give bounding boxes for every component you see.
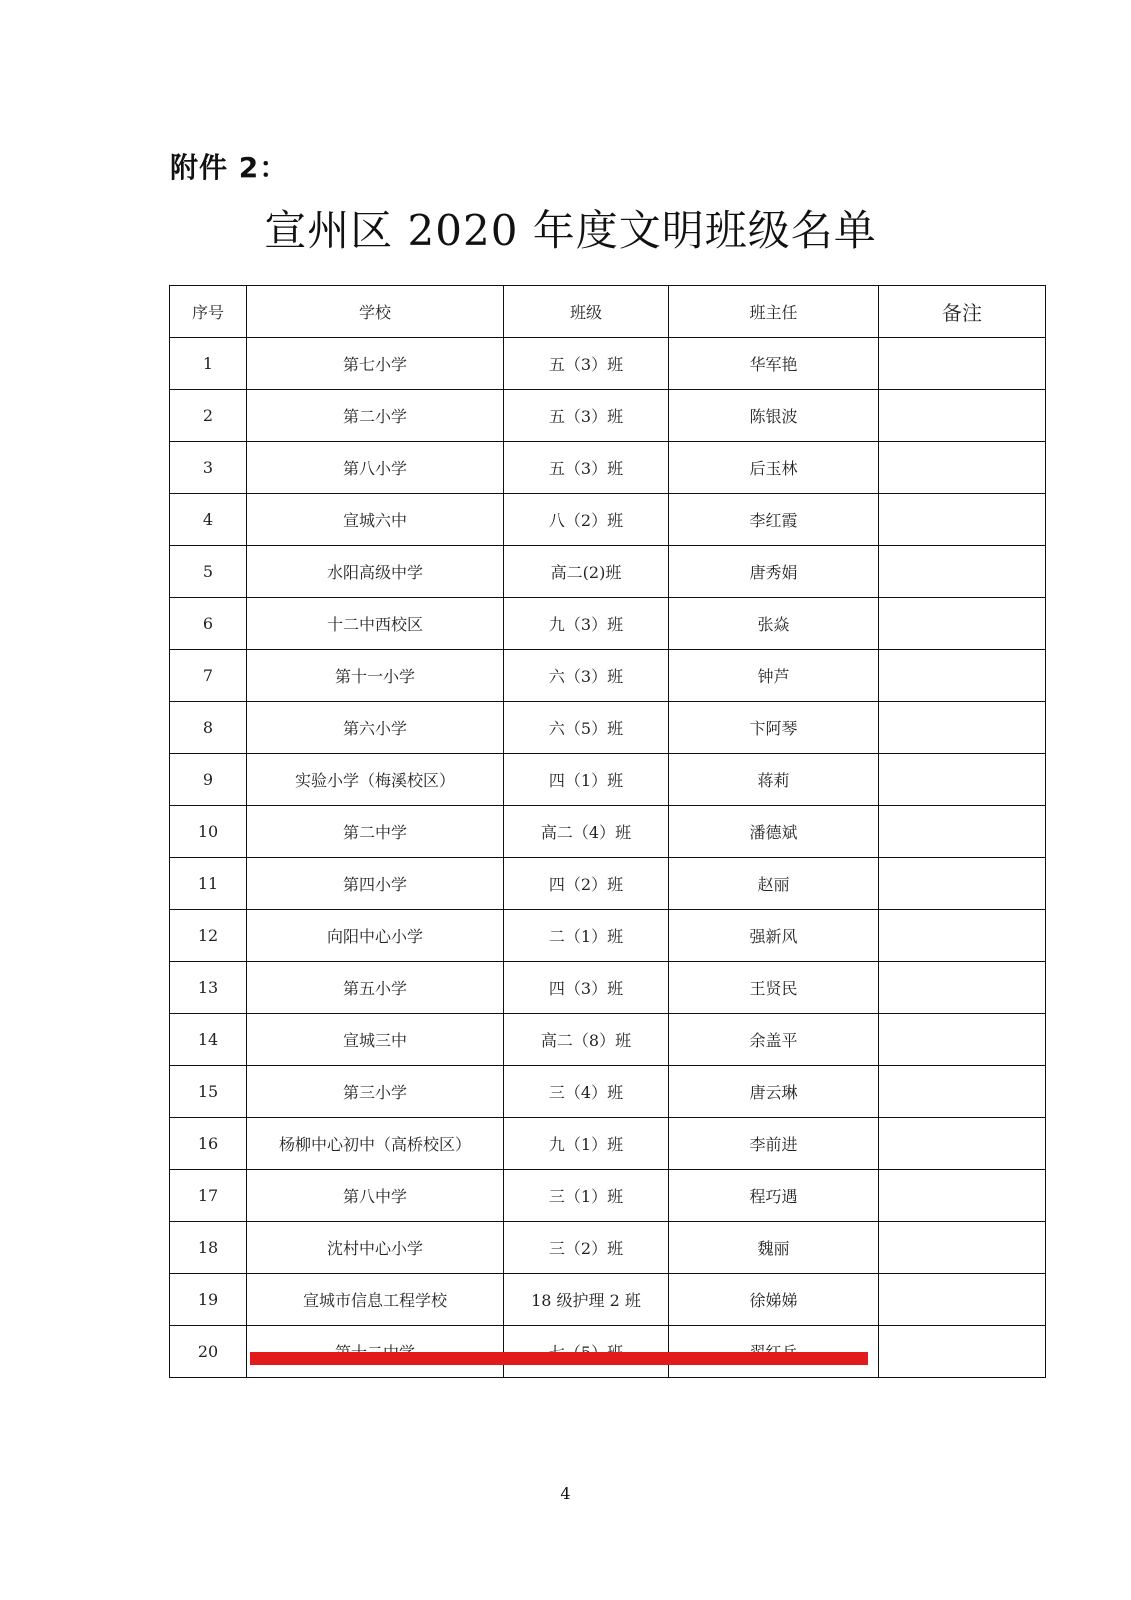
row-number: 17 bbox=[170, 1170, 247, 1222]
class-cell: 九（1）班 bbox=[504, 1118, 669, 1170]
teacher-cell: 徐娣娣 bbox=[669, 1274, 879, 1326]
remark-cell bbox=[879, 1274, 1046, 1326]
row-number: 7 bbox=[170, 650, 247, 702]
teacher-cell: 华军艳 bbox=[669, 338, 879, 390]
row-number: 3 bbox=[170, 442, 247, 494]
row-number: 8 bbox=[170, 702, 247, 754]
column-header-school: 学校 bbox=[247, 286, 504, 338]
table-row bbox=[170, 546, 1046, 598]
class-cell: 三（4）班 bbox=[504, 1066, 669, 1118]
column-header-no: 序号 bbox=[170, 286, 247, 338]
school-cell: 实验小学（梅溪校区） bbox=[247, 754, 504, 806]
class-cell: 高二（4）班 bbox=[504, 806, 669, 858]
teacher-cell: 赵丽 bbox=[669, 858, 879, 910]
class-cell: 高二（8）班 bbox=[504, 1014, 669, 1066]
row-number: 16 bbox=[170, 1118, 247, 1170]
class-cell: 三（2）班 bbox=[504, 1222, 669, 1274]
remark-cell bbox=[879, 702, 1046, 754]
row-number: 14 bbox=[170, 1014, 247, 1066]
class-cell: 四（2）班 bbox=[504, 858, 669, 910]
row-number: 9 bbox=[170, 754, 247, 806]
remark-cell bbox=[879, 1222, 1046, 1274]
table-row bbox=[170, 754, 1046, 806]
remark-cell bbox=[879, 1326, 1046, 1378]
red-highlight-line bbox=[250, 1352, 868, 1365]
row-number: 13 bbox=[170, 962, 247, 1014]
row-number: 11 bbox=[170, 858, 247, 910]
remark-cell bbox=[879, 1014, 1046, 1066]
school-cell: 第十一小学 bbox=[247, 650, 504, 702]
table-row bbox=[170, 1170, 1046, 1222]
remark-cell bbox=[879, 650, 1046, 702]
remark-cell bbox=[879, 546, 1046, 598]
class-cell: 八（2）班 bbox=[504, 494, 669, 546]
remark-cell bbox=[879, 494, 1046, 546]
class-cell: 五（3）班 bbox=[504, 442, 669, 494]
table-row bbox=[170, 1118, 1046, 1170]
class-cell: 九（3）班 bbox=[504, 598, 669, 650]
school-cell: 第四小学 bbox=[247, 858, 504, 910]
teacher-cell: 卞阿琴 bbox=[669, 702, 879, 754]
table-row bbox=[170, 962, 1046, 1014]
class-cell: 二（1）班 bbox=[504, 910, 669, 962]
page-number: 4 bbox=[560, 1484, 571, 1503]
school-cell: 沈村中心小学 bbox=[247, 1222, 504, 1274]
row-number: 18 bbox=[170, 1222, 247, 1274]
table-row bbox=[170, 1066, 1046, 1118]
column-header-remark: 备注 bbox=[879, 286, 1046, 338]
table-row bbox=[170, 1274, 1046, 1326]
school-cell: 第七小学 bbox=[247, 338, 504, 390]
school-cell: 水阳高级中学 bbox=[247, 546, 504, 598]
table-row bbox=[170, 910, 1046, 962]
table-row bbox=[170, 1014, 1046, 1066]
teacher-cell: 强新风 bbox=[669, 910, 879, 962]
teacher-cell: 张焱 bbox=[669, 598, 879, 650]
remark-cell bbox=[879, 338, 1046, 390]
school-cell: 第二中学 bbox=[247, 806, 504, 858]
teacher-cell: 蒋莉 bbox=[669, 754, 879, 806]
document-title: 宣州区 2020 年度文明班级名单 bbox=[264, 206, 877, 255]
row-number: 1 bbox=[170, 338, 247, 390]
remark-cell bbox=[879, 962, 1046, 1014]
table-row bbox=[170, 494, 1046, 546]
school-cell: 宣城六中 bbox=[247, 494, 504, 546]
remark-cell bbox=[879, 910, 1046, 962]
teacher-cell: 李前进 bbox=[669, 1118, 879, 1170]
row-number: 19 bbox=[170, 1274, 247, 1326]
civilized-class-table bbox=[169, 285, 1046, 1378]
teacher-cell: 唐云琳 bbox=[669, 1066, 879, 1118]
row-number: 20 bbox=[170, 1326, 247, 1378]
school-cell: 第三小学 bbox=[247, 1066, 504, 1118]
class-cell: 高二(2)班 bbox=[504, 546, 669, 598]
class-cell: 六（3）班 bbox=[504, 650, 669, 702]
table-header-row bbox=[170, 286, 1046, 338]
class-cell: 四（3）班 bbox=[504, 962, 669, 1014]
teacher-cell: 程巧遇 bbox=[669, 1170, 879, 1222]
table-row bbox=[170, 1222, 1046, 1274]
row-number: 4 bbox=[170, 494, 247, 546]
table-row bbox=[170, 338, 1046, 390]
remark-cell bbox=[879, 754, 1046, 806]
school-cell: 十二中西校区 bbox=[247, 598, 504, 650]
attachment-label: 附件 2： bbox=[170, 151, 289, 184]
remark-cell bbox=[879, 1118, 1046, 1170]
class-cell: 三（1）班 bbox=[504, 1170, 669, 1222]
class-cell: 六（5）班 bbox=[504, 702, 669, 754]
remark-cell bbox=[879, 390, 1046, 442]
teacher-cell: 余盖平 bbox=[669, 1014, 879, 1066]
class-cell: 18 级护理 2 班 bbox=[504, 1274, 669, 1326]
school-cell: 宣城三中 bbox=[247, 1014, 504, 1066]
school-cell: 第六小学 bbox=[247, 702, 504, 754]
remark-cell bbox=[879, 598, 1046, 650]
column-header-class: 班级 bbox=[504, 286, 669, 338]
school-cell: 第二小学 bbox=[247, 390, 504, 442]
school-cell: 第八小学 bbox=[247, 442, 504, 494]
remark-cell bbox=[879, 1066, 1046, 1118]
teacher-cell: 魏丽 bbox=[669, 1222, 879, 1274]
teacher-cell: 李红霞 bbox=[669, 494, 879, 546]
school-cell: 向阳中心小学 bbox=[247, 910, 504, 962]
table-row bbox=[170, 702, 1046, 754]
row-number: 6 bbox=[170, 598, 247, 650]
teacher-cell: 潘德斌 bbox=[669, 806, 879, 858]
table-row bbox=[170, 442, 1046, 494]
row-number: 10 bbox=[170, 806, 247, 858]
table-row bbox=[170, 858, 1046, 910]
remark-cell bbox=[879, 1170, 1046, 1222]
row-number: 5 bbox=[170, 546, 247, 598]
table-row bbox=[170, 390, 1046, 442]
remark-cell bbox=[879, 806, 1046, 858]
school-cell: 第五小学 bbox=[247, 962, 504, 1014]
row-number: 2 bbox=[170, 390, 247, 442]
row-number: 12 bbox=[170, 910, 247, 962]
table-row bbox=[170, 806, 1046, 858]
school-cell: 第八中学 bbox=[247, 1170, 504, 1222]
class-cell: 四（1）班 bbox=[504, 754, 669, 806]
row-number: 15 bbox=[170, 1066, 247, 1118]
school-cell: 宣城市信息工程学校 bbox=[247, 1274, 504, 1326]
teacher-cell: 钟芦 bbox=[669, 650, 879, 702]
teacher-cell: 后玉林 bbox=[669, 442, 879, 494]
class-cell: 五（3）班 bbox=[504, 390, 669, 442]
class-cell: 五（3）班 bbox=[504, 338, 669, 390]
column-header-teacher: 班主任 bbox=[669, 286, 879, 338]
remark-cell bbox=[879, 442, 1046, 494]
remark-cell bbox=[879, 858, 1046, 910]
school-cell: 杨柳中心初中（高桥校区） bbox=[247, 1118, 504, 1170]
teacher-cell: 王贤民 bbox=[669, 962, 879, 1014]
table-row bbox=[170, 598, 1046, 650]
teacher-cell: 唐秀娟 bbox=[669, 546, 879, 598]
table-row bbox=[170, 650, 1046, 702]
teacher-cell: 陈银波 bbox=[669, 390, 879, 442]
